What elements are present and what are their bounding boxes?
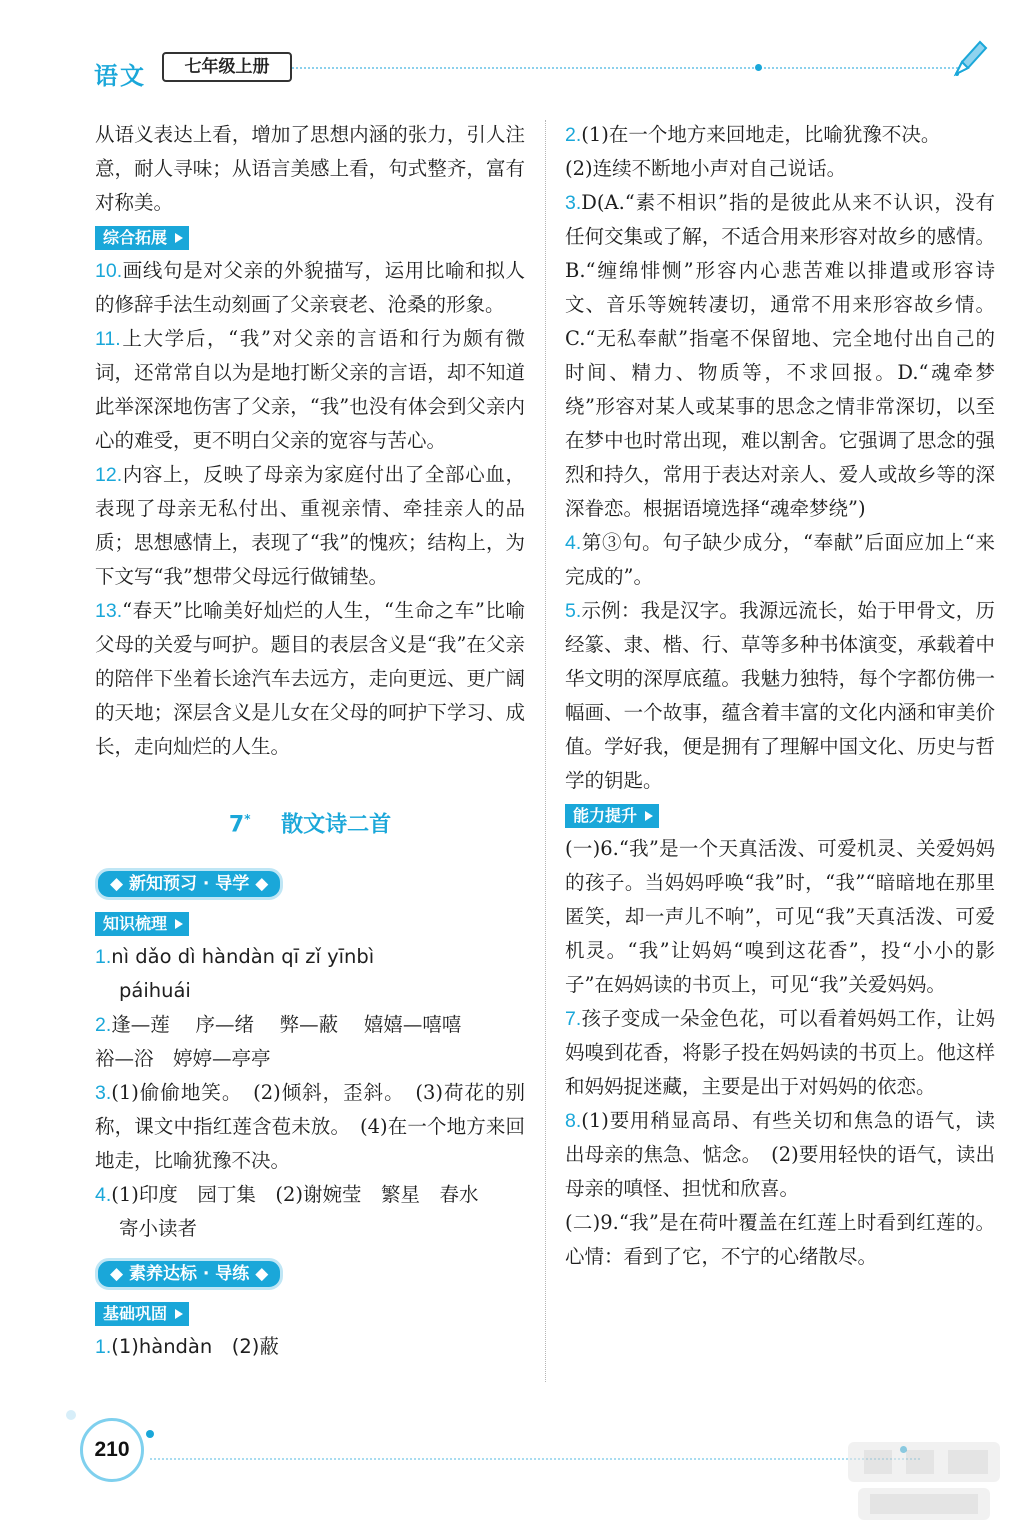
answer-number: 3. <box>565 192 582 214</box>
answer-text: (1)要用稍显高昂、有些关切和焦急的语气，读出母亲的焦急、惦念。 (2)要用轻快的语气，读出母亲的嗔怪、担忧和欣喜。 <box>565 1109 995 1200</box>
answer-number: (二)9. <box>565 1211 619 1234</box>
answer-text: “我”是一个天真活泼、可爱机灵、关爱妈妈的孩子。当妈妈呼唤“我”时，“我”“暗暗地在那里匿笑，却一声儿不响”，可见“我”天真活泼、可爱机灵。“我”让妈妈“嗅到这花香”，投“小小的影子”在妈妈读的书页上，可见“我”关爱妈妈。 <box>565 837 995 996</box>
answer-text: (1)hàndàn (2)蔽 <box>111 1335 279 1359</box>
knowledge-4 <box>95 1178 525 1212</box>
knowledge-4-cont: 寄小读者 <box>119 1217 198 1241</box>
basic-1 <box>95 1330 525 1364</box>
answer-number: 2. <box>565 124 582 146</box>
answer-number: (一)6. <box>565 837 619 860</box>
tag-jichu <box>95 1302 189 1326</box>
subject-title: 语文 <box>94 62 146 90</box>
answer-r6 <box>565 832 995 1002</box>
column-divider <box>545 120 546 1382</box>
tag-label: 基础巩固 <box>103 1304 168 1324</box>
answer-text: 逢—莲 序—绪 弊—蔽 嬉嬉—嘻嘻 <box>111 1013 462 1037</box>
answer-number: 2. <box>95 1014 112 1037</box>
decor-bubble <box>66 1410 76 1420</box>
left-column <box>95 118 525 1364</box>
answer-text: (1)偷偷地笑。 (2)倾斜，歪斜。 (3)荷花的别称，课文中指红莲含苞未放。 (4)在一个地方来回地走，比喻犹豫不决。 <box>95 1081 525 1173</box>
knowledge-2-cont: 裕—浴 婷婷—亭亭 <box>95 1047 271 1071</box>
answer-text: 孩子变成一朵金色花，可以看着妈妈工作，让妈妈嗅到花香，将影子投在妈妈读的书页上。他这样和妈妈捉迷藏，主要是出于对妈妈的依恋。 <box>565 1007 995 1098</box>
section-name: 散文诗二首 <box>281 812 392 838</box>
answer-12 <box>95 458 525 594</box>
answer-r2-b: (2)连续不断地小声对自己说话。 <box>565 157 847 180</box>
answer-text: D(A.“素不相识”指的是彼此从来不认识，没有任何交集或了解，不适合用来形容对故乡的感情。B.“缠绵悱恻”形容内心悲苦难以排遣或形容诗文、音乐等婉转凄切，通常不用来形容故乡情。C.“无私奉献”指毫不保留地、完全地付出自己的时间、精力、物质等，不求回报。D.“魂牵梦绕”形容对某人或某事的思念之情非常深切，以至在梦中也时常出现，难以割舍。它强调了思念的强烈和持久，常用于表达对亲人、爱人或故乡等的深深眷恋。根据语境选择“魂牵梦绕”) <box>565 191 995 520</box>
answer-r3 <box>565 186 995 526</box>
answer-number: 8. <box>565 1110 582 1132</box>
answer-number: 1. <box>95 1336 112 1359</box>
tag-zonghe <box>95 226 189 250</box>
answer-13 <box>95 594 525 764</box>
tag-label: 综合拓展 <box>103 228 168 247</box>
answer-r4 <box>565 526 995 594</box>
tag-label: 能力提升 <box>573 806 638 825</box>
play-icon <box>175 919 183 929</box>
play-icon <box>175 1309 183 1319</box>
answer-r5 <box>565 594 995 798</box>
answer-number: 7. <box>565 1008 582 1030</box>
answer-number: 12. <box>95 464 123 486</box>
answer-10 <box>95 254 525 322</box>
answer-text: 第③句。句子缺少成分，“奉献”后面应加上“来完成的”。 <box>565 531 995 588</box>
answer-text: 画线句是对父亲的外貌描写，运用比喻和拟人的修辞手法生动刻画了父亲衰老、沧桑的形象。 <box>95 259 525 316</box>
section-title <box>95 802 525 842</box>
answer-text: 内容上，反映了母亲为家庭付出了全部心血，表现了母亲无私付出、重视亲情、牵挂亲人的品质；思想感情上，表现了“我”的愧疚；结构上，为下文写“我”想带父母远行做铺垫。 <box>95 463 525 588</box>
answer-r2 <box>565 118 995 152</box>
knowledge-2 <box>95 1008 525 1042</box>
section-star: * <box>244 812 251 826</box>
answer-text: “春天”比喻美好灿烂的人生，“生命之车”比喻父母的关爱与呵护。题目的表层含义是“我”在父亲的陪伴下坐着长途汽车去远方，走向更远、更广阔的天地；深层含义是儿女在父母的呵护下学习、成长，走向灿烂的人生。 <box>95 599 525 758</box>
page-header <box>0 0 1032 100</box>
right-column <box>565 118 995 1274</box>
page-number: 210 <box>80 1418 144 1482</box>
answer-text: 上大学后，“我”对父亲的言语和行为颇有微词，还常常自以为是地打断父亲的言语，却不知道此举深深地伤害了父亲，“我”也没有体会到父亲内心的难受，更不明白父亲的宽容与苦心。 <box>95 327 525 452</box>
answer-number: 13. <box>95 600 123 622</box>
footer-dotted-rule <box>150 1458 920 1460</box>
pill-suyang: ◆ 素养达标 · 导练 ◆ <box>95 1258 283 1290</box>
answer-text: (1)印度 园丁集 (2)谢婉莹 繁星 春水 <box>111 1183 479 1207</box>
pill-xinzhi: ◆ 新知预习 · 导学 ◆ <box>95 868 283 900</box>
tag-nengli <box>565 804 659 828</box>
play-icon <box>175 233 183 243</box>
answer-r8 <box>565 1104 995 1206</box>
answer-number: 4. <box>95 1184 112 1207</box>
intro-text: 从语义表达上看，增加了思想内涵的张力，引人注意，耐人寻味；从语言美感上看，句式整齐，富有对称美。 <box>95 123 525 214</box>
answer-number: 10. <box>95 260 123 282</box>
answer-number: 4. <box>565 532 582 554</box>
answer-11 <box>95 322 525 458</box>
answer-text: “我”是在荷叶覆盖在红莲上时看到红莲的。心情：看到了它，不宁的心绪散尽。 <box>565 1211 995 1268</box>
header-dotted-rule <box>292 67 962 69</box>
pinyin-line-2: páihuái <box>119 979 191 1003</box>
play-icon <box>645 811 653 821</box>
answer-number: 3. <box>95 1082 112 1105</box>
answer-number: 5. <box>565 600 582 622</box>
answer-r9 <box>565 1206 995 1274</box>
watermark-logo <box>844 1436 1004 1526</box>
knowledge-1 <box>95 940 525 974</box>
section-number: 7 <box>228 812 245 838</box>
answer-text: (1)在一个地方来回地走，比喻犹豫不决。 <box>581 123 941 146</box>
header-dot <box>755 64 762 71</box>
pen-icon <box>950 36 990 80</box>
decor-bubble <box>146 1430 154 1438</box>
answer-r7 <box>565 1002 995 1104</box>
grade-label: 七年级上册 <box>162 52 292 82</box>
tag-zhishi <box>95 912 189 936</box>
answer-text: 示例：我是汉字。我源远流长，始于甲骨文，历经篆、隶、楷、行、草等多种书体演变，承载着中华文明的深厚底蕴。我魅力独特，每个字都仿佛一幅画、一个故事，蕴含着丰富的文化内涵和审美价值。学好我，便是拥有了理解中国文化、历史与哲学的钥匙。 <box>565 599 995 792</box>
answer-number: 11. <box>95 328 121 350</box>
tag-label: 知识梳理 <box>103 914 168 934</box>
answer-number: 1. <box>95 946 112 969</box>
knowledge-3 <box>95 1076 525 1178</box>
pinyin-line: nì dǎo dì hàndàn qī zǐ yīnbì <box>111 945 375 969</box>
